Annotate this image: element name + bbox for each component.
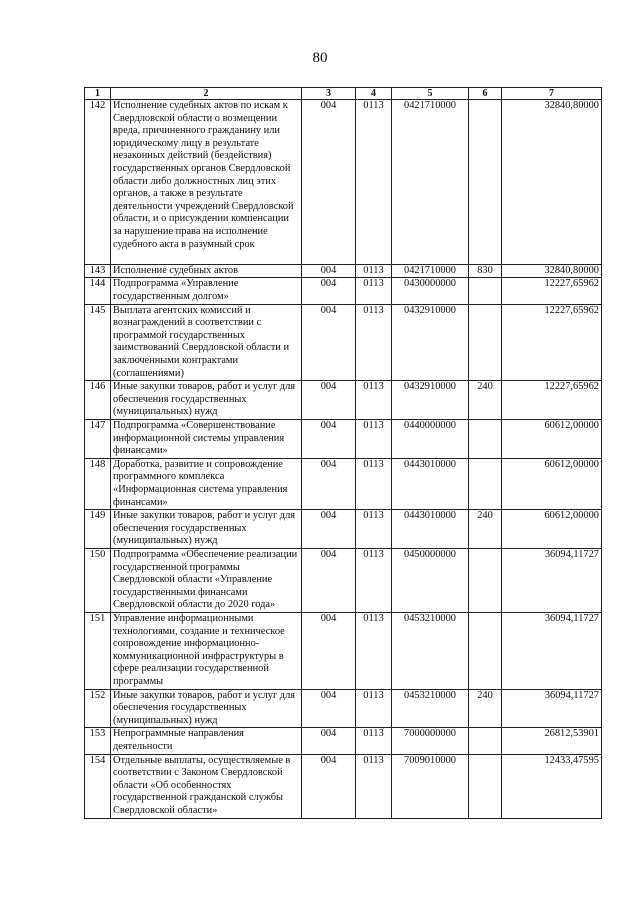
row-code-expense-type [469,728,502,754]
row-code-target: 0453210000 [392,612,469,689]
row-amount: 12227,65962 [502,304,602,381]
table-row [85,264,602,278]
row-code-expense-type: 240 [469,381,502,420]
page-number: 80 [312,50,328,66]
row-number: 143 [85,264,111,278]
row-amount: 12227,65962 [502,278,602,304]
row-code-target: 0450000000 [392,548,469,612]
row-name: Исполнение судебных актов по искам к Свердловской области о возмещении вреда, причиненного гражданину или юридическому лицу в результате незаконных действий (бездействия) государственных органов Свердловской области либо должностных лиц этих органов, а также в результате деятельности учреждений Свердловской области, и о присуждении компенсации за нарушение права на исполнение судебного акта в разумный срок [111,100,302,265]
header-col-4: 4 [356,88,392,100]
row-code-ministry: 004 [302,278,356,304]
header-col-5: 5 [392,88,469,100]
row-number: 154 [85,754,111,818]
row-code-target: 0430000000 [392,278,469,304]
row-code-target: 0421710000 [392,100,469,265]
table-row [85,458,602,509]
row-code-expense-type: 240 [469,689,502,728]
row-code-section: 0113 [356,754,392,818]
row-code-section: 0113 [356,278,392,304]
header-col-1: 1 [85,88,111,100]
row-name: Иные закупки товаров, работ и услуг для обеспечения государственных (муниципальных) нужд [111,510,302,549]
budget-table [84,87,602,819]
row-code-expense-type [469,278,502,304]
row-amount: 36094,11727 [502,689,602,728]
row-code-target: 0432910000 [392,304,469,381]
row-code-section: 0113 [356,510,392,549]
row-code-ministry: 004 [302,510,356,549]
row-number: 150 [85,548,111,612]
row-code-ministry: 004 [302,304,356,381]
row-code-section: 0113 [356,728,392,754]
row-code-expense-type [469,100,502,265]
row-code-expense-type [469,548,502,612]
row-name: Доработка, развитие и сопровождение программного комплекса «Информационная система управления финансами» [111,458,302,509]
row-code-section: 0113 [356,689,392,728]
table-row [85,612,602,689]
row-name: Подпрограмма «Управление государственным долгом» [111,278,302,304]
row-number: 148 [85,458,111,509]
row-code-ministry: 004 [302,728,356,754]
row-number: 142 [85,100,111,265]
table-row [85,728,602,754]
header-col-2: 2 [111,88,302,100]
row-amount: 60612,00000 [502,510,602,549]
table-row [85,548,602,612]
header-col-3: 3 [302,88,356,100]
row-code-expense-type [469,754,502,818]
row-name: Исполнение судебных актов [111,264,302,278]
row-code-section: 0113 [356,458,392,509]
table-header-row [85,88,602,100]
row-name: Иные закупки товаров, работ и услуг для обеспечения государственных (муниципальных) нужд [111,689,302,728]
row-code-target: 0453210000 [392,689,469,728]
row-name: Иные закупки товаров, работ и услуг для обеспечения государственных (муниципальных) нужд [111,381,302,420]
table-row [85,100,602,265]
row-code-target: 0421710000 [392,264,469,278]
row-code-section: 0113 [356,264,392,278]
row-amount: 12227,65962 [502,381,602,420]
row-name: Подпрограмма «Совершенствование информационной системы управления финансами» [111,419,302,458]
table-row [85,419,602,458]
row-code-expense-type [469,304,502,381]
row-number: 149 [85,510,111,549]
row-code-target: 0432910000 [392,381,469,420]
header-col-7: 7 [502,88,602,100]
row-code-ministry: 004 [302,264,356,278]
row-code-expense-type: 830 [469,264,502,278]
row-code-section: 0113 [356,100,392,265]
row-code-expense-type: 240 [469,510,502,549]
row-number: 146 [85,381,111,420]
row-amount: 32840,80000 [502,264,602,278]
row-name: Непрограммные направления деятельности [111,728,302,754]
row-number: 144 [85,278,111,304]
row-code-ministry: 004 [302,381,356,420]
row-code-section: 0113 [356,381,392,420]
row-amount: 36094,11727 [502,548,602,612]
header-col-6: 6 [469,88,502,100]
row-amount: 26812,53901 [502,728,602,754]
row-code-section: 0113 [356,612,392,689]
row-code-section: 0113 [356,548,392,612]
table-row [85,278,602,304]
row-code-ministry: 004 [302,689,356,728]
row-name: Управление информационными технологиями, создание и техническое сопровождение информационно-коммуникационной инфраструктуры в сфере реализации государственной программы [111,612,302,689]
table-row [85,754,602,818]
row-code-target: 7009010000 [392,754,469,818]
row-number: 145 [85,304,111,381]
row-name: Отдельные выплаты, осуществляемые в соответствии с Законом Свердловской области «Об особенностях государственной гражданской службы Свердловской области» [111,754,302,818]
table-row [85,381,602,420]
row-code-target: 0440000000 [392,419,469,458]
row-amount: 36094,11727 [502,612,602,689]
row-code-ministry: 004 [302,612,356,689]
row-code-section: 0113 [356,419,392,458]
row-code-section: 0113 [356,304,392,381]
row-code-expense-type [469,612,502,689]
row-code-ministry: 004 [302,419,356,458]
row-code-expense-type [469,419,502,458]
table-row [85,304,602,381]
row-amount: 60612,00000 [502,458,602,509]
table-row [85,510,602,549]
row-code-expense-type [469,458,502,509]
row-code-ministry: 004 [302,754,356,818]
row-amount: 12433,47595 [502,754,602,818]
row-code-ministry: 004 [302,548,356,612]
row-code-ministry: 004 [302,458,356,509]
row-code-ministry: 004 [302,100,356,265]
row-number: 151 [85,612,111,689]
row-code-target: 0443010000 [392,458,469,509]
row-amount: 60612,00000 [502,419,602,458]
row-amount: 32840,80000 [502,100,602,265]
row-number: 153 [85,728,111,754]
row-name: Подпрограмма «Обеспечение реализации государственной программы Свердловской области «Управление государственными финансами Свердловской области до 2020 года» [111,548,302,612]
row-code-target: 7000000000 [392,728,469,754]
row-code-target: 0443010000 [392,510,469,549]
row-number: 152 [85,689,111,728]
table-row [85,689,602,728]
row-number: 147 [85,419,111,458]
row-name: Выплата агентских комиссий и вознаграждений в соответствии с программой государственных заимствований Свердловской области и заключенными контрактами (соглашениями) [111,304,302,381]
